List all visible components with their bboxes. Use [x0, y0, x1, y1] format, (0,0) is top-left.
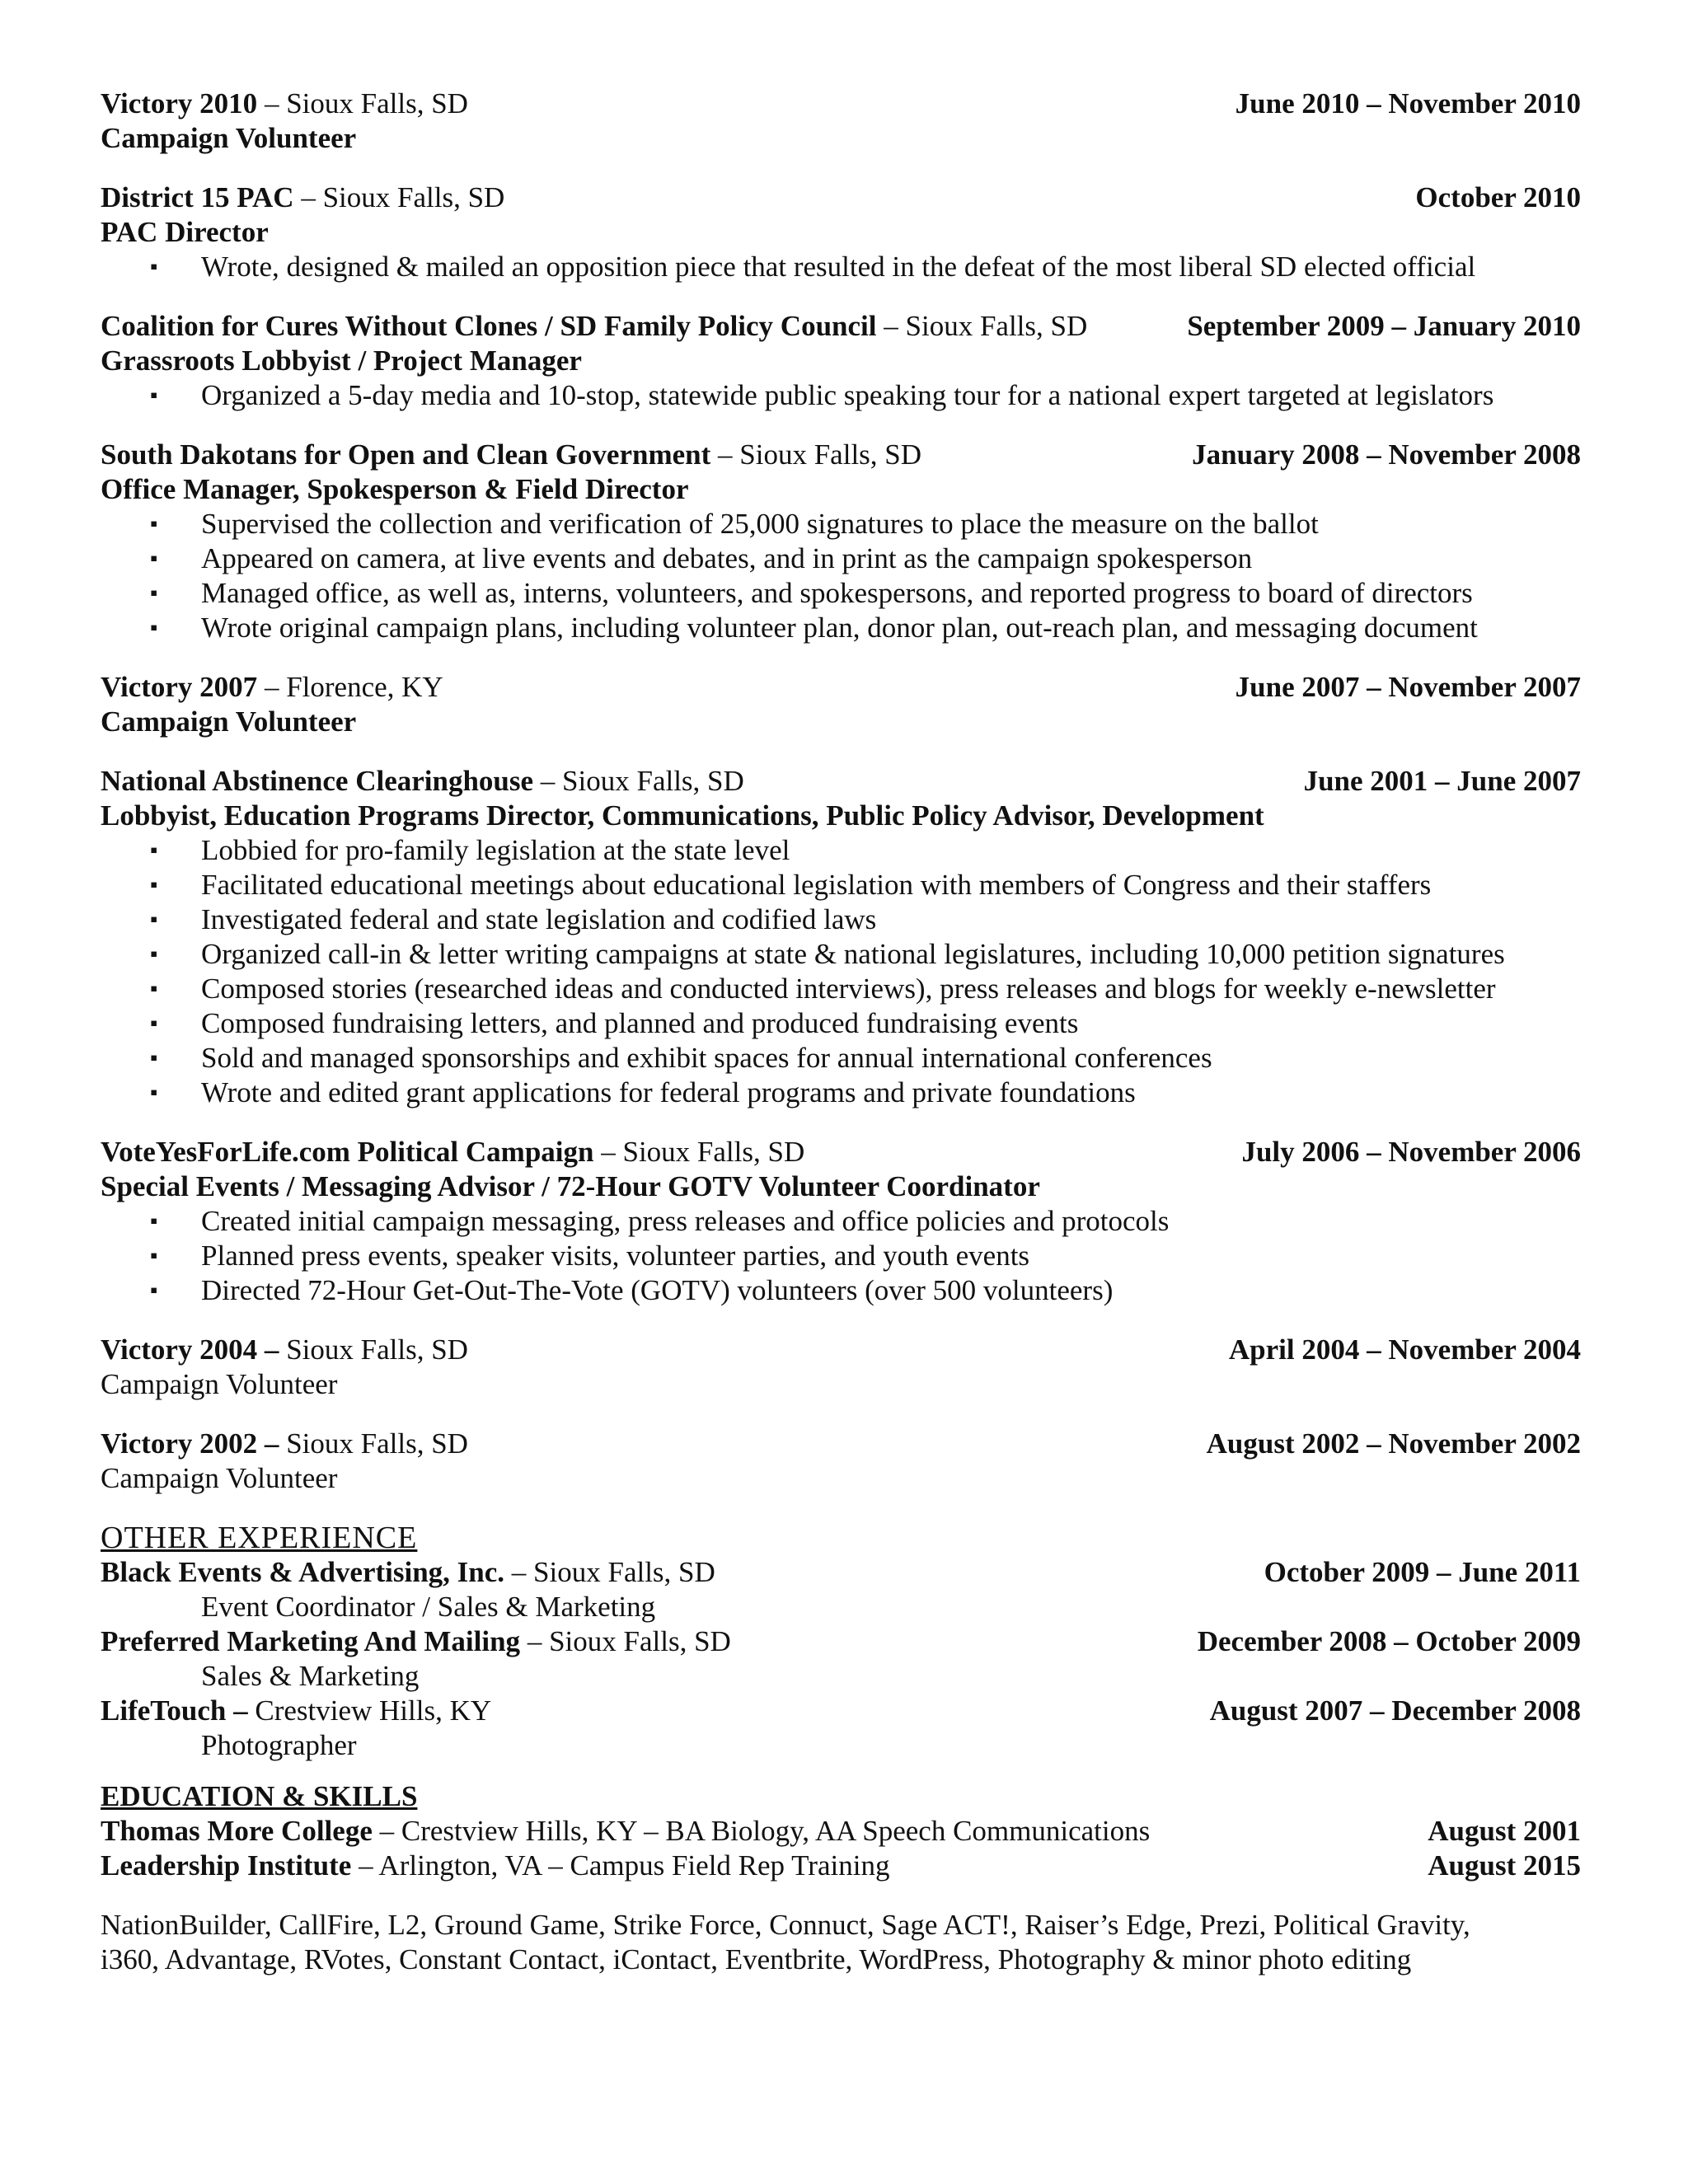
- job-location: Sioux Falls, SD: [905, 310, 1088, 342]
- education-list: [101, 1814, 1581, 1883]
- job-dates: January 2008 – November 2008: [1192, 438, 1581, 471]
- job-org: National Abstinence Clearinghouse: [101, 765, 534, 797]
- other-role: Sales & Marketing: [201, 1660, 420, 1692]
- education-line: [101, 1814, 1150, 1849]
- job-separator: [279, 1427, 286, 1460]
- job-entry: [101, 764, 1581, 1110]
- bullet-item: ▪ Facilitated educational meetings about educational legislation with members of Congress and their staffers: [101, 868, 1581, 902]
- other-experience-heading: OTHER EXPERIENCE: [101, 1521, 418, 1555]
- bullet-item: ▪ Investigated federal and state legislation and codified laws: [101, 902, 1581, 937]
- job-separator: –: [593, 1136, 623, 1168]
- job-entry: [101, 87, 1581, 156]
- skills-line: NationBuilder, CallFire, L2, Ground Game, Strike Force, Connuct, Sage ACT!, Raiser’s Edge, Prezi, Political Gravity,: [101, 1909, 1470, 1941]
- bullet-item: ▪ Supervised the collection and verification of 25,000 signatures to place the measure on the ballot: [101, 507, 1581, 541]
- job-org: District 15 PAC: [101, 181, 294, 213]
- bullet-item: ▪ Directed 72-Hour Get-Out-The-Vote (GOTV) volunteers (over 500 volunteers): [101, 1273, 1581, 1308]
- education-detail: – Arlington, VA – Campus Field Rep Training: [351, 1849, 890, 1882]
- education-date: August 2001: [1428, 1815, 1581, 1847]
- other-role: Photographer: [201, 1729, 357, 1761]
- education-entry: [101, 1814, 1581, 1849]
- job-header: [101, 764, 1581, 799]
- bullet-item: ▪ Managed office, as well as, interns, volunteers, and spokespersons, and reported progress to board of directors: [101, 576, 1581, 611]
- other-separator: –: [504, 1556, 534, 1588]
- education-section: [101, 1779, 1581, 1977]
- job-header: [101, 1333, 1581, 1367]
- education-date: August 2015: [1428, 1849, 1581, 1882]
- other-org-line: [101, 1555, 715, 1590]
- job-separator: –: [293, 181, 323, 213]
- job-bullets: [101, 378, 1581, 413]
- bullet-item: ▪ Wrote, designed & mailed an opposition piece that resulted in the defeat of the most liberal SD elected official: [101, 250, 1581, 284]
- job-title: Campaign Volunteer: [101, 1462, 338, 1494]
- skills-block: [101, 1908, 1581, 1977]
- job-dates: July 2006 – November 2006: [1241, 1136, 1581, 1168]
- other-org-line: [101, 1694, 491, 1728]
- other-header: [101, 1694, 1581, 1728]
- bullet-item: ▪ Composed stories (researched ideas and conducted interviews), press releases and blogs for weekly e-newsletter: [101, 972, 1581, 1006]
- education-org: Thomas More College: [101, 1815, 373, 1847]
- job-entry: [101, 1333, 1581, 1402]
- other-experience-section: [101, 1521, 1581, 1763]
- job-header: [101, 438, 1581, 472]
- other-dates: October 2009 – June 2011: [1264, 1556, 1581, 1588]
- bullet-item: ▪ Organized call-in & letter writing campaigns at state & national legislatures, including 10,000 petition signatures: [101, 937, 1581, 972]
- job-bullets: [101, 250, 1581, 284]
- job-org-line: [101, 438, 921, 472]
- job-separator: –: [257, 87, 287, 120]
- job-dates: October 2010: [1415, 181, 1581, 213]
- job-location: Sioux Falls, SD: [286, 1333, 468, 1366]
- other-entry: [101, 1624, 1581, 1694]
- job-org: Coalition for Cures Without Clones / SD Family Policy Council: [101, 310, 877, 342]
- job-location: Sioux Falls, SD: [739, 438, 922, 471]
- education-line: [101, 1849, 889, 1883]
- political-experience-list: [101, 87, 1581, 1496]
- job-location: Sioux Falls, SD: [286, 1427, 468, 1460]
- job-header: [101, 309, 1581, 344]
- job-org-line: [101, 1333, 468, 1367]
- job-title: Special Events / Messaging Advisor / 72-Hour GOTV Volunteer Coordinator: [101, 1170, 1040, 1202]
- job-bullets: [101, 1204, 1581, 1308]
- job-location: Sioux Falls, SD: [622, 1136, 805, 1168]
- other-entry: [101, 1555, 1581, 1624]
- job-entry: [101, 1135, 1581, 1308]
- job-separator: –: [876, 310, 906, 342]
- job-org: Victory 2010: [101, 87, 258, 120]
- job-dates: June 2007 – November 2007: [1235, 671, 1581, 703]
- bullet-item: ▪ Planned press events, speaker visits, volunteer parties, and youth events: [101, 1239, 1581, 1273]
- job-header: [101, 87, 1581, 121]
- job-entry: [101, 670, 1581, 739]
- education-heading: EDUCATION & SKILLS: [101, 1780, 418, 1812]
- job-title: Lobbyist, Education Programs Director, Communications, Public Policy Advisor, Development: [101, 799, 1264, 832]
- job-separator: –: [710, 438, 740, 471]
- job-separator: [279, 1333, 286, 1366]
- education-entry: [101, 1849, 1581, 1883]
- other-org: LifeTouch –: [101, 1694, 248, 1727]
- job-entry: [101, 309, 1581, 413]
- resume-content: [101, 87, 1581, 1977]
- job-org-line: [101, 670, 443, 705]
- job-header: [101, 1427, 1581, 1461]
- skills-line: i360, Advantage, RVotes, Constant Contact, iContact, Eventbrite, WordPress, Photography & minor photo editing: [101, 1943, 1412, 1975]
- job-org: Victory 2004 –: [101, 1333, 279, 1366]
- job-dates: April 2004 – November 2004: [1228, 1333, 1581, 1366]
- job-separator: –: [533, 765, 563, 797]
- job-org-line: [101, 309, 1087, 344]
- job-location: Sioux Falls, SD: [286, 87, 468, 120]
- job-org-line: [101, 1427, 468, 1461]
- job-title: Campaign Volunteer: [101, 1368, 338, 1400]
- other-entry: [101, 1694, 1581, 1763]
- job-dates: September 2009 – January 2010: [1187, 310, 1581, 342]
- job-bullets: [101, 833, 1581, 1110]
- job-dates: August 2002 – November 2002: [1206, 1427, 1581, 1460]
- job-location: Sioux Falls, SD: [322, 181, 505, 213]
- job-dates: June 2010 – November 2010: [1235, 87, 1581, 120]
- job-title: Office Manager, Spokesperson & Field Director: [101, 473, 689, 505]
- job-location: Florence, KY: [286, 671, 443, 703]
- job-entry: [101, 1427, 1581, 1496]
- other-separator: –: [520, 1625, 550, 1657]
- other-location: Sioux Falls, SD: [549, 1625, 731, 1657]
- job-title: PAC Director: [101, 216, 269, 248]
- job-title: Campaign Volunteer: [101, 122, 357, 154]
- education-detail: – Crestview Hills, KY – BA Biology, AA Speech Communications: [372, 1815, 1151, 1847]
- other-location: Crestview Hills, KY: [255, 1694, 492, 1727]
- other-location: Sioux Falls, SD: [533, 1556, 715, 1588]
- job-org-line: [101, 764, 744, 799]
- job-title: Campaign Volunteer: [101, 705, 357, 738]
- job-org-line: [101, 1135, 804, 1169]
- bullet-item: ▪ Wrote original campaign plans, including volunteer plan, donor plan, out-reach plan, and messaging document: [101, 611, 1581, 645]
- bullet-item: ▪ Wrote and edited grant applications for federal programs and private foundations: [101, 1076, 1581, 1110]
- job-entry: [101, 438, 1581, 645]
- job-dates: June 2001 – June 2007: [1303, 765, 1581, 797]
- job-location: Sioux Falls, SD: [562, 765, 744, 797]
- other-header: [101, 1555, 1581, 1590]
- other-experience-list: [101, 1555, 1581, 1763]
- job-org: Victory 2002 –: [101, 1427, 279, 1460]
- job-header: [101, 670, 1581, 705]
- bullet-item: ▪ Sold and managed sponsorships and exhibit spaces for annual international conferences: [101, 1041, 1581, 1076]
- other-role: Event Coordinator / Sales & Marketing: [201, 1591, 656, 1623]
- bullet-item: ▪ Appeared on camera, at live events and debates, and in print as the campaign spokesperson: [101, 541, 1581, 576]
- job-org-line: [101, 87, 468, 121]
- job-bullets: [101, 507, 1581, 645]
- job-org: VoteYesForLife.com Political Campaign: [101, 1136, 594, 1168]
- job-org: South Dakotans for Open and Clean Government: [101, 438, 711, 471]
- other-dates: August 2007 – December 2008: [1209, 1694, 1581, 1727]
- bullet-item: ▪ Lobbied for pro-family legislation at the state level: [101, 833, 1581, 868]
- other-org-line: [101, 1624, 731, 1659]
- other-header: [101, 1624, 1581, 1659]
- job-separator: –: [257, 671, 287, 703]
- job-org-line: [101, 180, 504, 215]
- bullet-item: ▪ Composed fundraising letters, and planned and produced fundraising events: [101, 1006, 1581, 1041]
- job-header: [101, 1135, 1581, 1169]
- job-header: [101, 180, 1581, 215]
- other-dates: December 2008 – October 2009: [1197, 1625, 1581, 1657]
- job-entry: [101, 180, 1581, 284]
- other-org: Black Events & Advertising, Inc.: [101, 1556, 505, 1588]
- bullet-item: ▪ Organized a 5-day media and 10-stop, statewide public speaking tour for a national expert targeted at legislators: [101, 378, 1581, 413]
- job-org: Victory 2007: [101, 671, 258, 703]
- education-org: Leadership Institute: [101, 1849, 352, 1882]
- job-title: Grassroots Lobbyist / Project Manager: [101, 344, 582, 377]
- bullet-item: ▪ Created initial campaign messaging, press releases and office policies and protocols: [101, 1204, 1581, 1239]
- other-org: Preferred Marketing And Mailing: [101, 1625, 521, 1657]
